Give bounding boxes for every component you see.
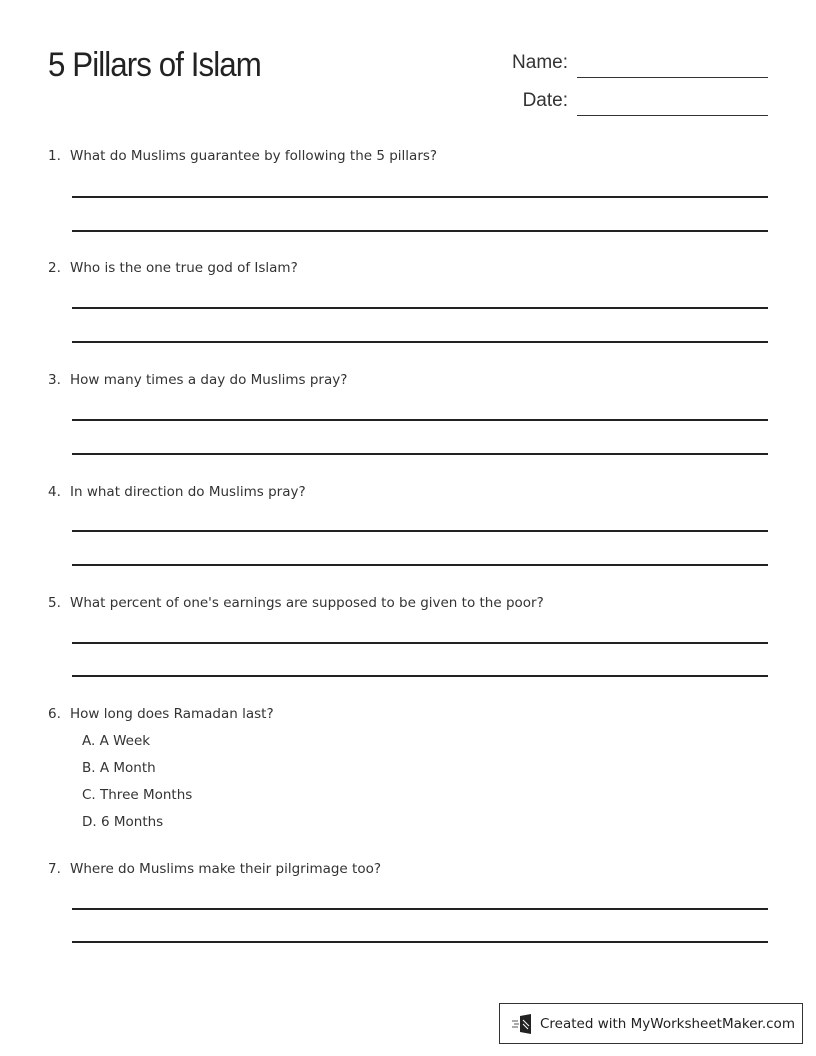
answer-line[interactable] (72, 941, 768, 943)
worksheet-title: 5 Pillars of Islam (48, 46, 261, 84)
option-c[interactable]: C. Three Months (82, 787, 193, 803)
footer-badge[interactable] (499, 1003, 803, 1044)
answer-line[interactable] (72, 908, 768, 910)
option-a[interactable]: A. A Week (82, 733, 151, 749)
question-5: 5. What percent of one's earnings are supposed to be given to the poor? (48, 595, 544, 611)
footer-text[interactable]: Created with MyWorksheetMaker.com (540, 1015, 795, 1032)
name-field[interactable] (470, 48, 768, 78)
option-b[interactable]: B. A Month (82, 760, 156, 776)
date-input-line[interactable] (577, 115, 768, 116)
question-6: 6. How long does Ramadan last? (48, 706, 274, 722)
question-7: 7. Where do Muslims make their pilgrimage too? (48, 861, 382, 877)
answer-line[interactable] (72, 341, 768, 343)
answer-line[interactable] (72, 453, 768, 455)
name-input-line[interactable] (577, 77, 768, 78)
answer-line[interactable] (72, 196, 768, 198)
answer-line[interactable] (72, 419, 768, 421)
date-field[interactable] (470, 86, 768, 116)
question-1: 1. What do Muslims guarantee by following the 5 pillars? (48, 148, 438, 164)
question-3: 3. How many times a day do Muslims pray? (48, 372, 348, 388)
answer-line[interactable] (72, 530, 768, 532)
worksheet-logo-icon (512, 1014, 532, 1034)
answer-line[interactable] (72, 230, 768, 232)
answer-line[interactable] (72, 642, 768, 644)
answer-line[interactable] (72, 675, 768, 677)
option-d[interactable]: D. 6 Months (82, 814, 164, 830)
date-label: Date: (522, 90, 568, 111)
answer-line[interactable] (72, 564, 768, 566)
question-4: 4. In what direction do Muslims pray? (48, 484, 306, 500)
name-label: Name: (512, 52, 568, 73)
question-2: 2. Who is the one true god of Islam? (48, 260, 298, 276)
answer-line[interactable] (72, 307, 768, 309)
